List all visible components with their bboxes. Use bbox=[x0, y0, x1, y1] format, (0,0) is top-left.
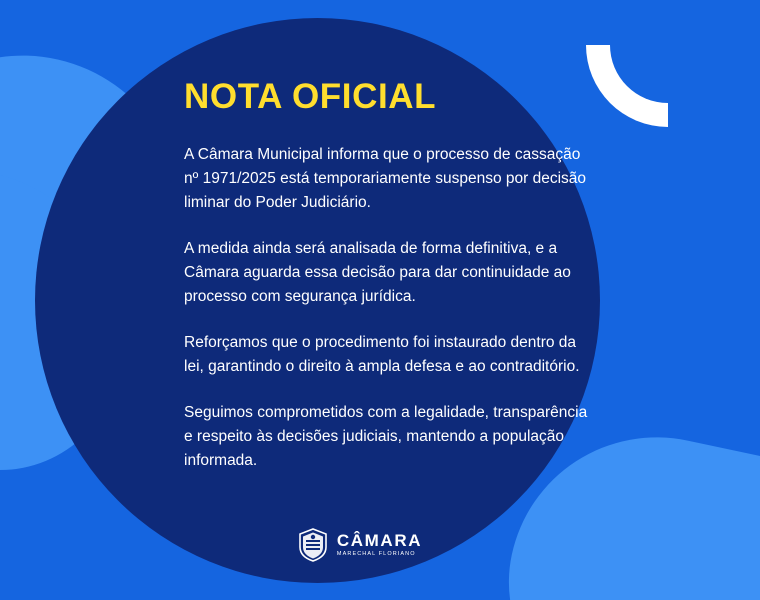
paragraph-3: Reforçamos que o procedimento foi instaurado dentro da lei, garantindo o direito à ampla defesa e ao contraditório. bbox=[184, 333, 580, 375]
footer bbox=[0, 528, 760, 562]
logo-subtitle: MARECHAL FLORIANO bbox=[336, 551, 416, 558]
coat-of-arms-icon bbox=[298, 528, 328, 562]
poster-content bbox=[184, 78, 604, 473]
page-title: NOTA OFICIAL bbox=[184, 77, 437, 116]
logo-text-block bbox=[337, 532, 422, 558]
paragraph-1: A Câmara Municipal informa que o processo de cassação nº 1971/2025 está temporariamente suspenso por decisão liminar do Poder Judiciário. bbox=[184, 145, 587, 211]
camara-logo bbox=[298, 528, 422, 562]
paragraph-2: A medida ainda será analisada de forma definitiva, e a Câmara aguarda essa decisão para dar continuidade ao processo com segurança jurídica. bbox=[184, 239, 571, 305]
logo-name: CÂMARA bbox=[336, 531, 423, 551]
paragraph-4: Seguimos comprometidos com a legalidade, transparência e respeito às decisões judiciais, mantendo a população informada. bbox=[184, 403, 588, 469]
